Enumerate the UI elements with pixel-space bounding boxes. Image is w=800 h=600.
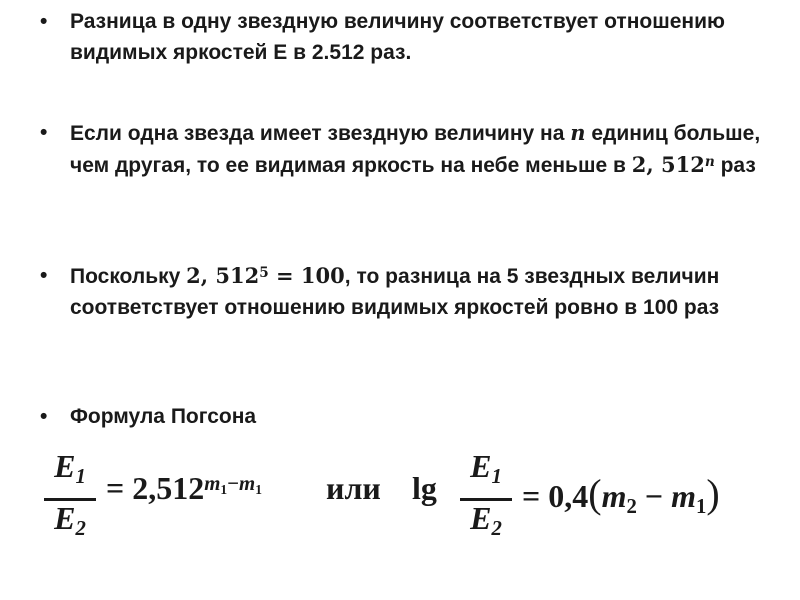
bullet-text-b: единиц больше, чем другая, то ее видимая яркость на небе меньше в — [70, 122, 761, 177]
bullet-text-a: Поскольку — [70, 265, 187, 288]
exponent: m1−m1 — [204, 471, 262, 497]
lg-operator: lg — [412, 470, 437, 506]
fraction-numerator: $E_1$ — [54, 448, 86, 489]
pogson-formula — [42, 448, 762, 548]
bullet-text — [70, 401, 770, 432]
math-exponent: 5 — [259, 264, 269, 281]
bullet-dot: • — [40, 121, 48, 144]
bullet-text-b: , то разница на 5 звездных величин соответствует отношению видимых яркостей ровно в 100 раз — [70, 265, 720, 319]
fraction-numerator: $E_1$ — [470, 448, 502, 489]
bullet-text-a: Разница в одну звездную величину соответствует отношению видимых яркостей Е в 2.512 раз. — [70, 10, 725, 64]
bullet-text — [70, 260, 770, 323]
fraction-denominator: $E_2$ — [470, 500, 502, 541]
math-equals-100: = 100 — [268, 263, 345, 288]
bullet-dot: • — [40, 405, 48, 428]
bullet-dot: • — [40, 10, 48, 33]
bullet-text-a: Формула Погсона — [70, 405, 257, 428]
magnitude-difference: = $0,4(m_2 - m_1)$ — [522, 471, 720, 519]
bullet-dot: • — [40, 264, 48, 287]
bullet-text — [70, 6, 770, 68]
math-n: n — [570, 120, 586, 145]
or-word: или — [326, 470, 381, 506]
math-base: 2, 512 — [186, 263, 260, 288]
math-exponent: n — [704, 153, 715, 170]
bullet-text-c: раз — [714, 154, 756, 177]
math-base: 2, 512 — [631, 152, 705, 177]
power-expression — [106, 470, 262, 507]
equals-base: = 2,512 — [106, 470, 205, 506]
bullet-text-a: Если одна звезда имеет звездную величину на — [70, 122, 571, 145]
bullet-text — [70, 117, 770, 181]
fraction-denominator: $E_2$ — [54, 500, 86, 541]
